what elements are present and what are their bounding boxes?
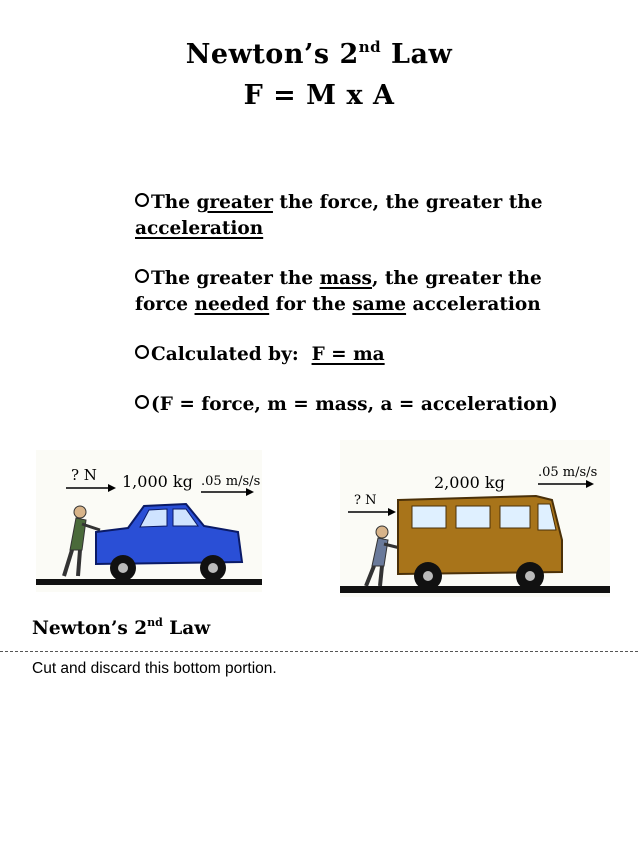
- bullet-item-3: [133, 342, 573, 368]
- bullet-text: Calculated by:: [151, 344, 312, 365]
- bullet-text: acceleration: [406, 294, 541, 315]
- ground-line: [340, 586, 610, 593]
- underlined-text: greater: [196, 192, 273, 213]
- title-suffix: Law: [381, 39, 453, 70]
- underlined-text: acceleration: [135, 218, 264, 239]
- bullet-item-4: [133, 392, 573, 418]
- bullet-text: , the greater the force: [135, 268, 542, 315]
- underlined-text: F = ma: [311, 344, 385, 365]
- bullet-text: The greater the: [151, 268, 320, 289]
- car-accel-label: .05 m/s/s: [201, 474, 261, 489]
- van-window: [500, 506, 530, 528]
- bullet-text: The: [151, 192, 197, 213]
- car-hubcap: [208, 563, 218, 573]
- car-mass-label: 1,000 kg: [122, 472, 193, 491]
- van-mass-label: 2,000 kg: [434, 473, 505, 492]
- person-leg: [78, 550, 80, 576]
- van-hubcap: [525, 571, 535, 581]
- circle-bullet-icon: [135, 345, 149, 359]
- person-head: [74, 506, 86, 518]
- circle-bullet-icon: [135, 395, 149, 409]
- circle-bullet-icon: [135, 193, 149, 207]
- car-hubcap: [118, 563, 128, 573]
- car-force-label: ? N: [71, 466, 97, 484]
- title-superscript: nd: [358, 38, 382, 56]
- van-illustration: [340, 440, 610, 597]
- person-leg: [380, 566, 382, 586]
- van-hubcap: [423, 571, 433, 581]
- cut-line-divider: [0, 651, 638, 652]
- van-window: [412, 506, 446, 528]
- footer-title-suffix: Law: [162, 618, 211, 640]
- bullet-item-2: [133, 266, 573, 318]
- title-text: Newton’s 2: [185, 39, 359, 70]
- cut-instruction: Cut and discard this bottom portion.: [32, 660, 277, 677]
- bullet-list: [133, 190, 573, 442]
- circle-bullet-icon: [135, 269, 149, 283]
- bullet-item-1: [133, 190, 573, 242]
- van-accel-label: .05 m/s/s: [538, 465, 598, 480]
- bullet-text: (F = force, m = mass, a = acceleration): [151, 394, 558, 415]
- person-head: [376, 526, 388, 538]
- underlined-text: needed: [194, 294, 270, 315]
- underlined-text: same: [352, 294, 407, 315]
- page-title: [0, 39, 638, 70]
- footer-title-text: Newton’s 2: [32, 618, 148, 640]
- van-window: [456, 506, 490, 528]
- van-force-label: ? N: [354, 493, 377, 508]
- underlined-text: mass: [319, 268, 372, 289]
- footer-title: [32, 617, 210, 639]
- formula-heading: F = M x A: [243, 80, 395, 111]
- bullet-text: the force, the greater the: [272, 192, 543, 213]
- bullet-text: for the: [269, 294, 353, 315]
- car-illustration: [36, 450, 262, 592]
- footer-title-superscript: nd: [147, 616, 163, 629]
- ground-line: [36, 579, 262, 585]
